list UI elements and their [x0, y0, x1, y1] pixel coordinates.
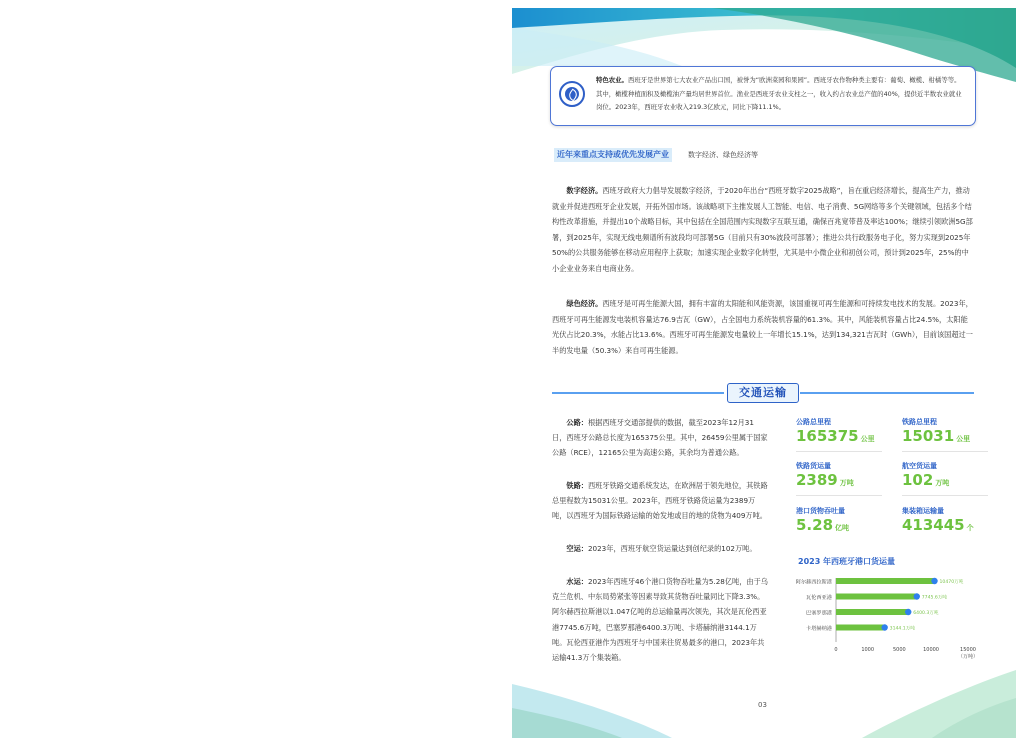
green-economy-paragraph: 绿色经济。西班牙是可再生能源大国，拥有丰富的太阳能和风能资源，该国重视可再生能源和可持续发电技术的发展。2023年，西班牙可再生能源发电装机容量达76.9吉瓦（GW），占全国电力系统装机容量的61.3%。其中，风能装机容量占比24.5%，太阳能光伏占比20.3%，水能占比13.6%。西班牙可再生能源发电量较上一年增长15.1%，达到134,321吉瓦时（GWh），目前该国超过一半的发电量（50.3%）来自可再生能源。	[552, 299, 973, 355]
road-paragraph: 公路：根据西班牙交通部提供的数据，截至2023年12月31日，西班牙公路总长度为165375公里。其中，26459公里属于国家公路（RCE），12165公里为高速公路，其余均为普通公路。	[552, 418, 768, 458]
stat-container-volume: 集装箱运输量 413445 个	[902, 507, 974, 534]
chart-axis-unit: （万吨）	[957, 654, 979, 660]
chart-bar-marker	[931, 578, 937, 584]
chart-bar-marker	[905, 609, 911, 615]
chart-bar	[836, 625, 885, 631]
chart-category-label: 瓦伦西亚港	[806, 595, 832, 601]
stat-rail-freight: 铁路货运量 2389 万吨	[796, 461, 882, 496]
chart-value-label: 3144.1万吨	[889, 626, 915, 632]
chart-category-label: 阿尔赫西拉斯港	[795, 579, 832, 586]
chart-category-label: 卡塔赫纳港	[806, 626, 832, 632]
digital-economy-paragraph: 数字经济。西班牙政府大力倡导发展数字经济，于2020年出台“西班牙数字2025战略”，旨在重启经济增长，提高生产力，推动就业并促进西班牙企业发展，开拓外国市场。该战略项下主推发展人工智能、电信、电子消费、5G网络等多个关键领域，包括多个结构性改革措施，并提出10个战略目标，其中包括在全国范围内实现数字互联互通，确保百兆宽带普及率达100%；继续引领欧洲5G部署，到2025年，实现无线电频谱所有波段均可部署5G（目前只有30%波段可部署）；推进公共行政服务电子化，努力实现到2025年50%的公共服务能够在移动应用程序上获取；加速实现企业数字化转型，尤其是中小微企业和初创公司，预计到2025年，25%的中小企业业务来自电商业务。	[552, 186, 973, 273]
air-paragraph: 空运：2023年，西班牙航空货运量达到创纪录的102万吨。	[566, 544, 757, 553]
chart-bar-marker	[881, 624, 887, 630]
document-page	[512, 8, 1016, 738]
chart-tick-label: 10000	[923, 647, 939, 653]
chart-bar	[836, 578, 935, 584]
chart-value-label: 7745.6万吨	[921, 595, 948, 601]
chart-value-label: 10470万吨	[939, 580, 964, 585]
chart-tick-label: 0	[834, 647, 838, 653]
title-rule-left	[552, 392, 724, 394]
chart-bar	[836, 594, 917, 600]
leaf-icon	[559, 81, 585, 107]
water-paragraph: 水运：2023年西班牙46个港口货物吞吐量为5.28亿吨，由于乌克兰危机、中东局势紧张等因素导致其货物吞吐量同比下降3.3%。阿尔赫西拉斯港以1.047亿吨的总运输量再次领先，其次是瓦伦西亚港7745.6万吨，巴塞罗那港6400.3万吨、卡塔赫纳港3144.1万吨。瓦伦西亚港作为西班牙与中国来往贸易最多的港口，2023年共运输41.3万个集装箱。	[552, 577, 768, 663]
stat-port-throughput: 港口货物吞吐量 5.28 亿吨	[796, 507, 850, 534]
chart-tick-label: 5000	[892, 647, 906, 653]
feature-agriculture-text: 特色农业。西班牙是世界第七大农业产品出口国，被誉为“欧洲菜园和果园”。西班牙农作物种类主要有：葡萄、橄榄、柑橘等等。其中，橄榄种植面积及橄榄油产量均居世界首位。渔业是西班牙农业支柱之一，收入约占农业总产值的40%，提供近半数农业就业岗位。2023年，西班牙农业收入219.3亿欧元，同比下降11.1%。	[596, 76, 962, 111]
rail-paragraph: 铁路：西班牙铁路交通系统发达，在欧洲居于领先地位，其铁路总里程数为15031公里。2023年，西班牙铁路货运量为2389万吨，以西班牙为国际铁路运输的始发地或目的地的货物为409万吨。	[552, 481, 768, 521]
stat-rail-length: 铁路总里程 15031 公里	[902, 417, 988, 452]
feature-agriculture-box	[550, 66, 976, 126]
stat-air-freight: 航空货运量 102 万吨	[902, 461, 988, 496]
chart-tick-label: 15000	[960, 647, 976, 653]
section-heading-sub: 数字经济、绿色经济等	[688, 151, 758, 159]
chart-tick-label: 1000	[861, 647, 875, 653]
section-heading-tag: 近年来重点支持或优先发展产业	[554, 148, 672, 162]
chart-value-label: 6400.3万吨	[913, 611, 939, 616]
chart-bar	[836, 609, 908, 615]
stat-road-length: 公路总里程 165375 公里	[796, 417, 882, 452]
page-number: 03	[758, 701, 767, 709]
chart-title: 2023 年西班牙港口货运量	[798, 557, 896, 566]
title-rule-right	[800, 392, 974, 394]
port-freight-chart	[776, 568, 979, 660]
chart-category-label: 巴塞罗那港	[806, 610, 832, 617]
transport-section-title: 交通运输	[727, 383, 799, 403]
chart-bar-marker	[914, 593, 920, 599]
